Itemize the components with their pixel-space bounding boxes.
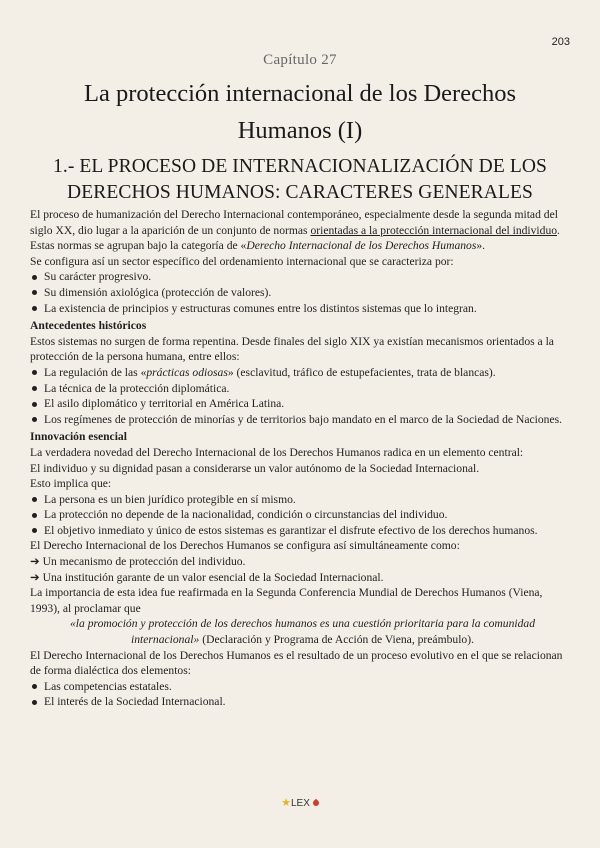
quote-italic-text: «la promoción y protección de los derechos humanos es una cuestión prioritaria para la comunidad internacional»: [70, 617, 535, 647]
list-item: [30, 365, 575, 381]
sector-paragraph: Se configura así un sector específico del ordenamiento internacional que se caracteriza por:: [30, 254, 454, 268]
elements-list: [30, 679, 575, 710]
paragraph: El Derecho Internacional de los Derechos Humanos se configura así simultáneamente como:: [30, 539, 460, 553]
footer-logo: [0, 796, 600, 809]
drop-icon: [312, 799, 320, 807]
page-title: La protección internacional de los Derechos Humanos (I): [84, 80, 516, 144]
antecedentes-list: [30, 365, 575, 427]
intro-underlined-text: orientadas a la protección internacional del individuo: [310, 223, 558, 237]
arrow-item: ➔ Una institución garante de un valor esencial de la Sociedad Internacional.: [30, 570, 384, 584]
section-heading: 1.- EL PROCESO DE INTERNACIONALIZACIÓN DE LOS DERECHOS HUMANOS: CARACTERES GENERALES: [53, 156, 547, 203]
item-text-a: La regulación de las «: [44, 365, 147, 379]
intro-text-c: ».: [476, 239, 486, 253]
quote-source: (Declaración y Programa de Acción de Viena, preámbulo).: [199, 633, 474, 647]
arrow-item: ➔ Un mecanismo de protección del individuo.: [30, 555, 246, 569]
innovacion-heading: Innovación esencial: [30, 430, 127, 444]
paragraph: La verdadera novedad del Derecho Internacional de los Derechos Humanos radica en un elemento central:: [30, 445, 524, 459]
antecedentes-paragraph: Estos sistemas no surgen de forma repentina. Desde finales del siglo XIX ya existían mecanismos orientados a la protección de la persona humana, entre ellos:: [30, 334, 554, 364]
list-item: La persona es un bien jurídico protegible en sí mismo.: [30, 492, 575, 508]
document-body: [30, 207, 575, 710]
list-item: Las competencias estatales.: [30, 679, 575, 695]
paragraph: Esto implica que:: [30, 477, 112, 491]
chapter-label: Capítulo 27: [263, 52, 337, 68]
list-item: Su carácter progresivo.: [30, 269, 575, 285]
implications-list: [30, 492, 575, 539]
characteristics-list: [30, 269, 575, 316]
list-item: Su dimensión axiológica (protección de valores).: [30, 285, 575, 301]
list-item: El interés de la Sociedad Internacional.: [30, 694, 575, 710]
page-number: 203: [551, 36, 570, 48]
block-quote: [30, 616, 575, 647]
item-text-b: » (esclavitud, tráfico de estupefacientes, trata de blancas).: [227, 365, 496, 379]
list-item: El asilo diplomático y territorial en América Latina.: [30, 396, 575, 412]
list-item: La existencia de principios y estructuras comunes entre los distintos sistemas que lo integran.: [30, 301, 575, 317]
item-italic-text: prácticas odiosas: [146, 365, 228, 379]
intro-italic-text: Derecho Internacional de los Derechos Humanos: [246, 239, 477, 253]
list-item: La técnica de la protección diplomática.: [30, 381, 575, 397]
intro-paragraph: [30, 207, 575, 254]
paragraph: La importancia de esta idea fue reafirmada en la Segunda Conferencia Mundial de Derechos Humanos (Viena, 1993), al proclamar que: [30, 586, 543, 615]
footer-logo-text: LEX: [290, 798, 310, 809]
intro-text-a: El proceso de humanización del Derecho Internacional contemporáneo, especialmente desde la segunda mitad del siglo XX, dio lugar a la aparición de un conjunto de normas: [30, 208, 558, 237]
paragraph: El Derecho Internacional de los Derechos Humanos es el resultado de un proceso evolutivo en el que se relacionan de forma dialéctica dos elementos:: [30, 648, 563, 678]
list-item: La protección no depende de la nacionalidad, condición o circunstancias del individuo.: [30, 507, 575, 523]
star-icon: ★: [281, 797, 291, 809]
antecedentes-heading: Antecedentes históricos: [30, 319, 147, 333]
intro-text-b: . Estas normas se agrupan bajo la categoría de «: [30, 223, 560, 253]
list-item: El objetivo inmediato y único de estos sistemas es garantizar el disfrute efectivo de los derechos humanos.: [30, 523, 575, 539]
paragraph: El individuo y su dignidad pasan a considerarse un valor autónomo de la Sociedad Internacional.: [30, 461, 480, 475]
list-item: Los regímenes de protección de minorías y de territorios bajo mandato en el marco de la Sociedad de Naciones.: [30, 412, 575, 428]
